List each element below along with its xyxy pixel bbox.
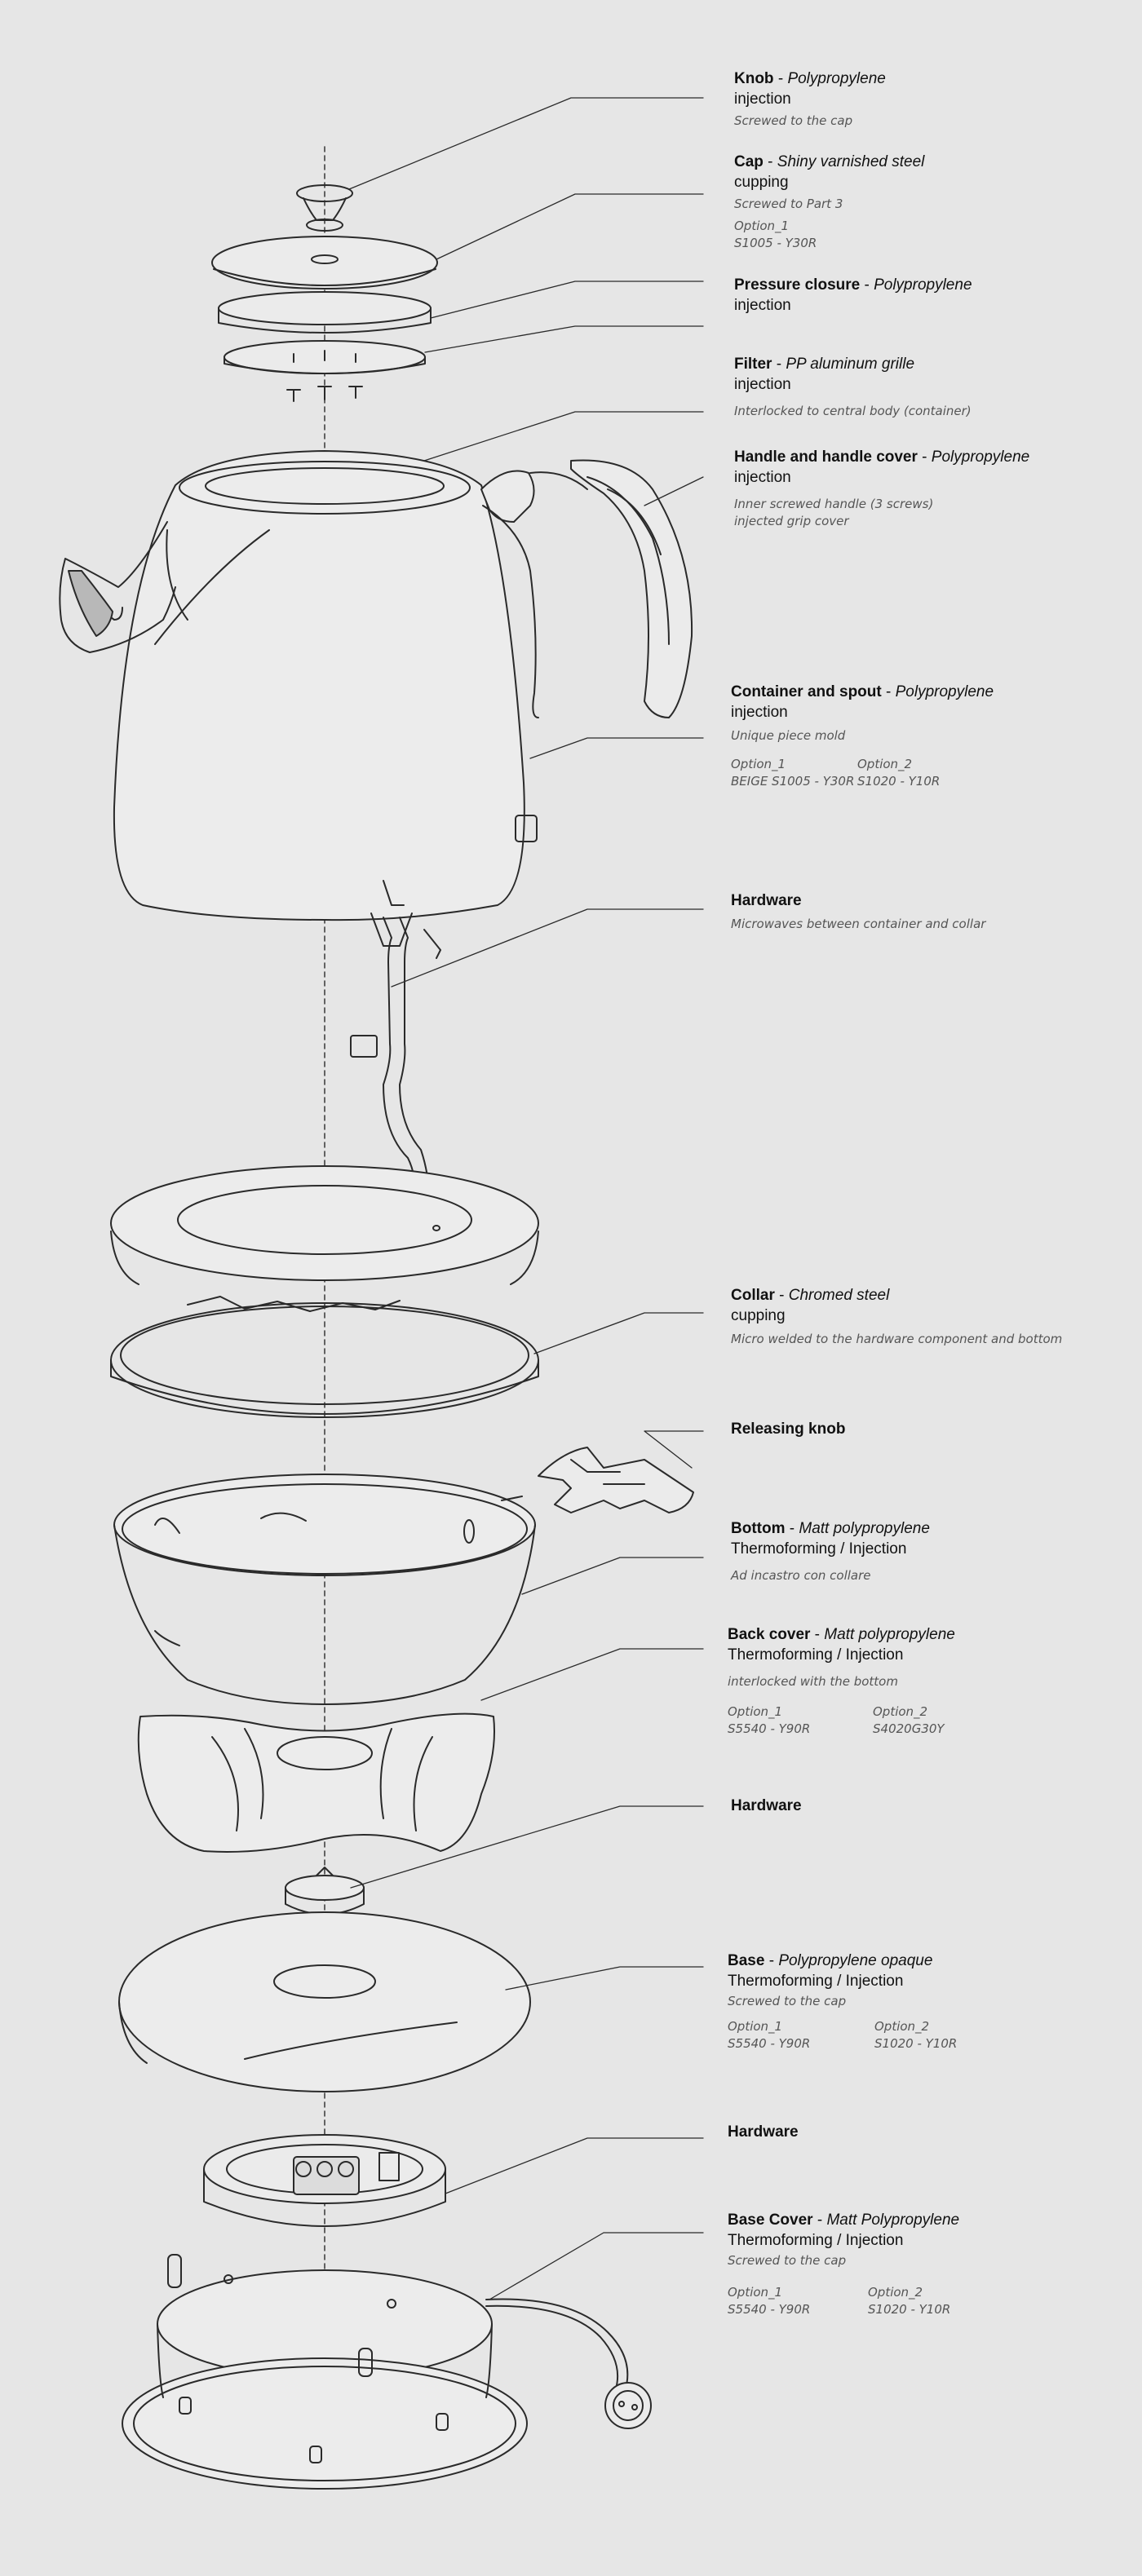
option-code: S4020G30Y xyxy=(873,1721,945,1736)
label-handle: Handle and handle cover - Polypropylene injection Inner screwed handle (3 screws) injected grip cover xyxy=(734,447,1142,530)
part-name: Pressure closure xyxy=(734,276,861,294)
container-body-part xyxy=(60,451,537,920)
part-process: Thermoforming / Injection xyxy=(728,1646,904,1664)
option-code: S1020 - Y10R xyxy=(857,774,941,789)
part-material: PP aluminum grille xyxy=(786,356,915,373)
part-name: Cap xyxy=(734,153,764,170)
part-note: interlocked with the bottom xyxy=(728,1674,898,1689)
part-name: Knob xyxy=(734,70,774,87)
part-note: injected grip cover xyxy=(734,514,849,528)
part-name: Releasing knob xyxy=(731,1421,846,1438)
hardware-part xyxy=(351,913,442,1205)
label-hardware-3 xyxy=(728,2122,1142,2142)
part-material: Matt polypropylene xyxy=(824,1626,955,1643)
label-knob: Knob - Polypropylene injection Screwed to the cap xyxy=(734,68,1142,130)
option-label: Option_2 xyxy=(857,757,913,771)
part-process: injection xyxy=(734,91,791,108)
label-back-cover: Back cover - Matt polypropylene Thermoforming / Injection interlocked with the bottom Option_1 S5540 - Y90R Option_2 S4020G30Y xyxy=(728,1624,1142,1738)
option-code: S5540 - Y90R xyxy=(728,1721,811,1736)
part-note: Ad incastro con collare xyxy=(731,1568,871,1583)
option-code: S1020 - Y10R xyxy=(874,2036,958,2051)
part-process: Thermoforming / Injection xyxy=(728,2232,904,2249)
part-material: Shiny varnished steel xyxy=(777,153,925,170)
part-material: Polypropylene xyxy=(874,276,972,294)
option-code: S1020 - Y10R xyxy=(868,2302,951,2317)
part-note: Interlocked to central body (container) xyxy=(734,404,972,418)
part-note: Screwed to the cap xyxy=(728,2253,847,2268)
part-name: Bottom xyxy=(731,1520,786,1537)
label-container: Container and spout - Polypropylene injection Unique piece mold Option_1 BEIGE S1005 - Y30R Option_2 S1020 - Y10R xyxy=(731,682,1142,790)
label-hardware-1 xyxy=(731,890,1142,933)
part-name: Back cover xyxy=(728,1626,811,1643)
option-label: Option_1 xyxy=(734,219,790,233)
part-process: Thermoforming / Injection xyxy=(728,1973,904,1990)
part-process: cupping xyxy=(734,174,789,191)
part-note: Screwed to Part 3 xyxy=(734,197,843,211)
part-material: Matt polypropylene xyxy=(799,1520,930,1537)
part-note: Screwed to the cap xyxy=(734,113,853,128)
label-releasing-knob xyxy=(731,1419,1142,1439)
part-material: Polypropylene xyxy=(895,683,994,700)
label-base-cover: Base Cover - Matt Polypropylene Thermoforming / Injection Screwed to the cap Option_1 S5540 - Y90R Option_2 S1020 - Y10R xyxy=(728,2210,1142,2318)
part-process: Thermoforming / Injection xyxy=(731,1540,907,1558)
part-note: Microwaves between container and collar xyxy=(731,917,986,931)
base-part xyxy=(119,1912,530,2092)
part-note: Inner screwed handle (3 screws) xyxy=(734,497,934,511)
part-process: injection xyxy=(731,704,788,721)
part-material: Polypropylene xyxy=(931,448,1030,466)
bottom-part xyxy=(114,1474,535,1704)
cap-part xyxy=(212,236,437,289)
part-note: Unique piece mold xyxy=(731,728,846,743)
part-name: Hardware xyxy=(731,1797,802,1814)
part-process: injection xyxy=(734,469,791,486)
part-material: Polypropylene xyxy=(787,70,886,87)
part-name: Handle and handle cover xyxy=(734,448,918,466)
option-code: S5540 - Y90R xyxy=(728,2302,811,2317)
part-name: Collar xyxy=(731,1287,775,1304)
option-label: Option_2 xyxy=(868,2285,923,2300)
part-name: Base xyxy=(728,1952,765,1969)
filter-part xyxy=(224,341,425,373)
part-note: Screwed to the cap xyxy=(728,1994,847,2008)
part-name: Container and spout xyxy=(731,683,882,700)
part-name: Hardware xyxy=(731,892,802,909)
label-hardware-2 xyxy=(731,1796,1142,1816)
option-label: Option_2 xyxy=(874,2019,930,2034)
label-filter: Filter - PP aluminum grille injection Interlocked to central body (container) xyxy=(734,354,1142,420)
base-cover-part xyxy=(122,2255,651,2489)
option-label: Option_1 xyxy=(731,757,786,771)
label-bottom: Bottom - Matt polypropylene Thermoforming / Injection Ad incastro con collare xyxy=(731,1518,1142,1584)
part-note: Micro welded to the hardware component and bottom xyxy=(731,1332,1063,1346)
part-name: Hardware xyxy=(728,2123,799,2141)
option-label: Option_2 xyxy=(873,1704,928,1719)
part-material: Chromed steel xyxy=(788,1287,890,1304)
part-process: injection xyxy=(734,376,791,393)
part-name: Base Cover xyxy=(728,2211,813,2229)
label-collar: Collar - Chromed steel cupping Micro welded to the hardware component and bottom xyxy=(731,1285,1142,1348)
part-process: cupping xyxy=(731,1307,786,1324)
label-pressure-closure: Pressure closure - Polypropylene injection xyxy=(734,275,1142,316)
option-label: Option_1 xyxy=(728,1704,783,1719)
label-base: Base - Polypropylene opaque Thermoforming / Injection Screwed to the cap Option_1 S5540 - Y90R Option_2 S1020 - Y10R xyxy=(728,1951,1142,2052)
label-cap: Cap - Shiny varnished steel cupping Screwed to Part 3 Option_1 S1005 - Y30R xyxy=(734,152,1142,252)
part-material: Polypropylene opaque xyxy=(778,1952,933,1969)
part-name: Filter xyxy=(734,356,772,373)
part-process: injection xyxy=(734,297,791,314)
part-material: Matt Polypropylene xyxy=(826,2211,960,2229)
back-cover-part xyxy=(139,1714,494,1852)
option-code: S5540 - Y90R xyxy=(728,2036,811,2051)
option-label: Option_1 xyxy=(728,2285,783,2300)
option-code: BEIGE S1005 - Y30R xyxy=(731,774,855,789)
releasing-knob-part xyxy=(538,1447,693,1513)
option-code: S1005 - Y30R xyxy=(734,236,817,250)
filter-screws xyxy=(287,387,362,401)
option-label: Option_1 xyxy=(728,2019,783,2034)
